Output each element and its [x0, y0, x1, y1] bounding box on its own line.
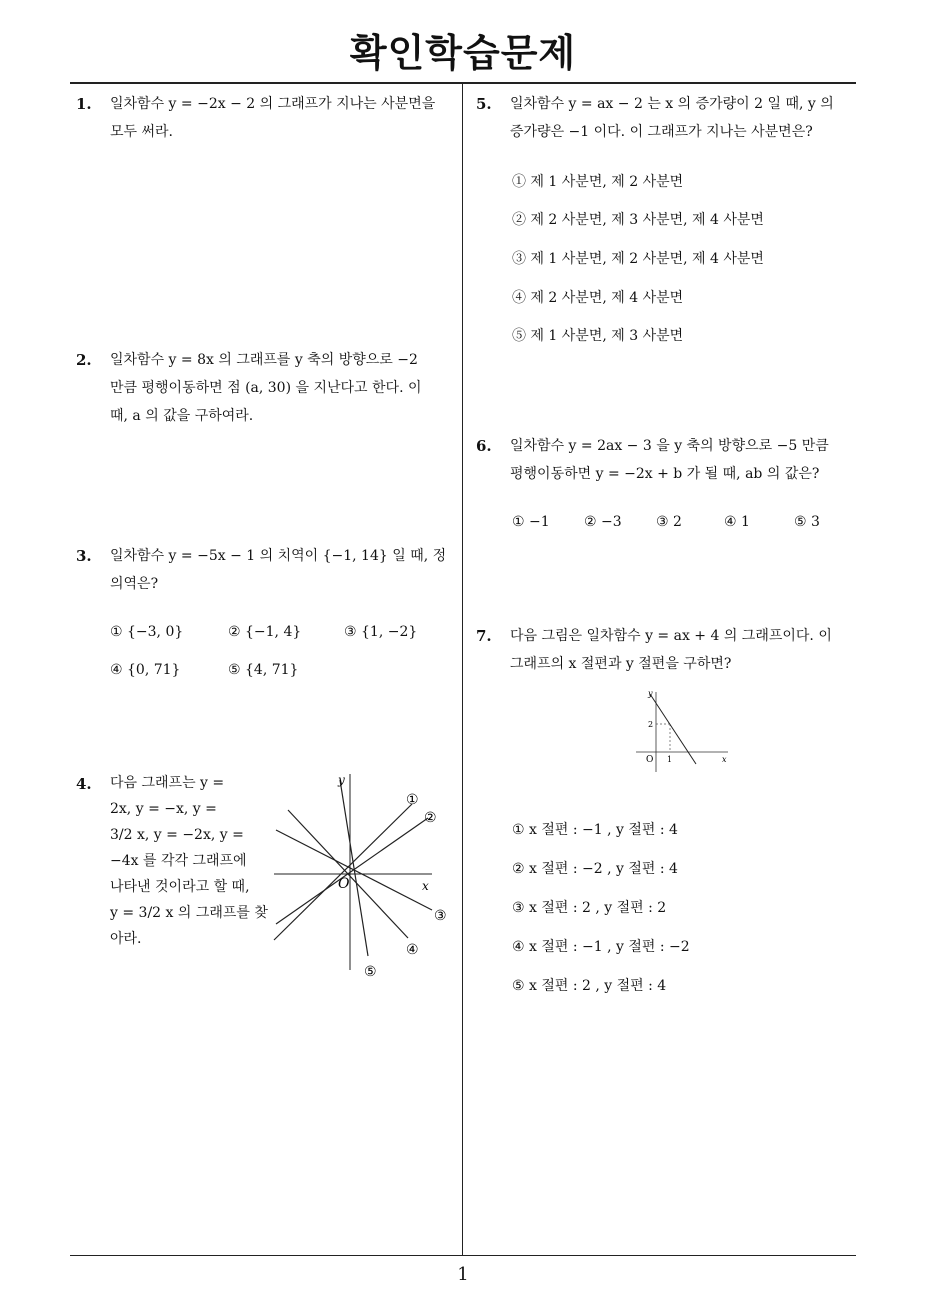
choice-4[interactable]: ④ {0, 71} [110, 662, 181, 678]
x-axis-label: x [422, 879, 429, 893]
problem-number: 3. [76, 547, 92, 565]
left-column [76, 90, 456, 1250]
problem-line: 다음 그림은 일차함수 y = ax + 4 의 그래프이다. 이 [510, 628, 832, 644]
problem-number: 5. [476, 95, 492, 113]
y-axis-label: y [338, 773, 345, 787]
problem-text [110, 770, 268, 952]
choice-3[interactable]: ③ x 절편 : 2 , y 절편 : 2 [512, 900, 667, 916]
right-column [476, 90, 862, 1250]
problem-line: 아라. [110, 931, 142, 947]
problem-line: 만큼 평행이동하면 점 (a, 30) 을 지난다고 한다. 이 [110, 380, 422, 396]
choice-3[interactable]: ③ {1, −2} [344, 624, 418, 640]
problem-line: 일차함수 y = 2ax − 3 을 y 축의 방향으로 −5 만큼 [510, 438, 829, 454]
choice-3[interactable]: ③ 제 1 사분면, 제 2 사분면, 제 4 사분면 [512, 251, 764, 267]
problem-text [110, 542, 446, 598]
line-graph [634, 688, 734, 774]
y-axis-label: y [648, 689, 653, 698]
line-5 [340, 780, 368, 956]
problem-text [510, 432, 829, 488]
choice-5[interactable]: ⑤ 3 [794, 514, 820, 530]
choice-5[interactable]: ⑤ 제 1 사분면, 제 3 사분면 [512, 328, 684, 344]
choice-1[interactable]: ① −1 [512, 514, 550, 530]
problem-7 [476, 622, 862, 1002]
line-label-4: ④ [406, 942, 419, 958]
choice-4[interactable]: ④ x 절편 : −1 , y 절편 : −2 [512, 939, 690, 955]
problem-line: 일차함수 y = −5x − 1 의 치역이 {−1, 14} 일 때, 정 [110, 548, 447, 564]
top-rule [70, 82, 856, 84]
problem-line: 2x, y = −x, y = [110, 801, 217, 817]
choice-4[interactable]: ④ 1 [724, 514, 750, 530]
problem-number: 1. [76, 95, 92, 113]
problem-line: 3/2 x, y = −2x, y = [110, 827, 244, 843]
problem-4 [76, 770, 456, 980]
problem-line: 모두 써라. [110, 124, 173, 140]
problem-number: 7. [476, 627, 492, 645]
choice-5[interactable]: ⑤ {4, 71} [228, 662, 299, 678]
problem-number: 4. [76, 775, 92, 793]
origin-label: O [338, 876, 350, 892]
line-label-1: ① [406, 792, 419, 808]
lines-graph [272, 770, 462, 980]
problem-line: 나타낸 것이라고 할 때, [110, 879, 250, 895]
choice-2[interactable]: ② x 절편 : −2 , y 절편 : 4 [512, 861, 678, 877]
problem-6 [476, 432, 862, 542]
choice-4[interactable]: ④ 제 2 사분면, 제 4 사분면 [512, 290, 684, 306]
problem-line: 일차함수 y = ax − 2 는 x 의 증가량이 2 일 때, y 의 [510, 96, 834, 112]
origin-label: O [646, 755, 654, 765]
choice-1[interactable]: ① x 절편 : −1 , y 절편 : 4 [512, 822, 678, 838]
problem-line: 다음 그래프는 y = [110, 775, 225, 791]
x-axis-label: x [722, 755, 727, 764]
bottom-rule [70, 1255, 856, 1256]
problem-number: 6. [476, 437, 492, 455]
tick-label-1: 1 [667, 755, 673, 764]
problem-line: 일차함수 y = −2x − 2 의 그래프가 지나는 사분면을 [110, 96, 436, 112]
problem-text [110, 90, 435, 146]
problem-line: 그래프의 x 절편과 y 절편을 구하면? [510, 656, 732, 672]
problem-line: 때, a 의 값을 구하여라. [110, 408, 254, 424]
choice-3[interactable]: ③ 2 [656, 514, 682, 530]
problem-text [510, 90, 834, 146]
problem-3 [76, 542, 456, 682]
problem-line: 평행이동하면 y = −2x + b 가 될 때, ab 의 값은? [510, 466, 820, 482]
page-number: 1 [457, 1264, 469, 1285]
choice-5[interactable]: ⑤ x 절편 : 2 , y 절편 : 4 [512, 978, 667, 994]
graph-line [650, 694, 696, 764]
problem-line: 일차함수 y = 8x 의 그래프를 y 축의 방향으로 −2 [110, 352, 418, 368]
column-divider [462, 84, 463, 1256]
problem-5 [476, 90, 862, 350]
choice-2[interactable]: ② {−1, 4} [228, 624, 302, 640]
line-label-5: ⑤ [364, 964, 377, 980]
line-label-3: ③ [434, 908, 447, 924]
problem-number: 2. [76, 351, 92, 369]
problem-line: 증가량은 −1 이다. 이 그래프가 지나는 사분면은? [510, 124, 813, 140]
page-title: 확인학습문제 [349, 31, 577, 75]
problem-text [510, 622, 832, 678]
choice-1[interactable]: ① 제 1 사분면, 제 2 사분면 [512, 174, 684, 190]
line-2 [276, 818, 428, 924]
line-label-2: ② [424, 810, 437, 826]
problem-line: y = 3/2 x 의 그래프를 찾 [110, 905, 268, 921]
choice-2[interactable]: ② 제 2 사분면, 제 3 사분면, 제 4 사분면 [512, 212, 764, 228]
choice-1[interactable]: ① {−3, 0} [110, 624, 184, 640]
choice-2[interactable]: ② −3 [584, 514, 622, 530]
problem-text [110, 346, 422, 430]
problem-line: 의역은? [110, 576, 159, 592]
problem-line: −4x 를 각각 그래프에 [110, 853, 247, 869]
tick-label-2: 2 [648, 720, 654, 729]
